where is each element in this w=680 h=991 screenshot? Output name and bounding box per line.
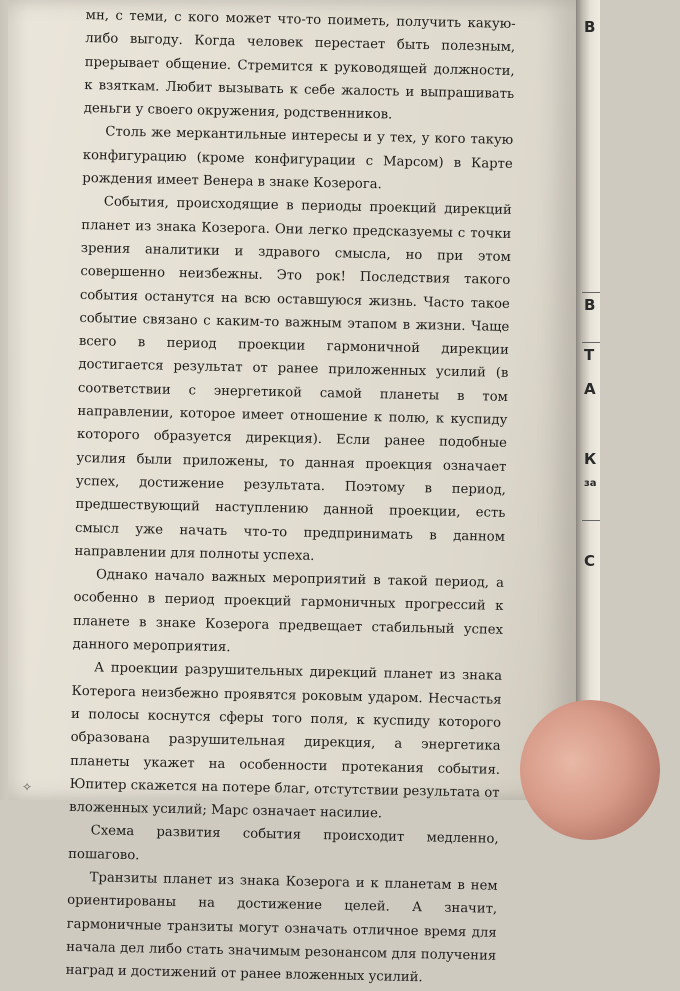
next-page-fragment: А: [584, 380, 596, 398]
paragraph: Однако начало важных мероприятий в такой период, а особенно в период проекций гармоничных прогрессий к планете в знаке Козерога предвещает стабильный успех данного мероприятия.: [72, 567, 505, 656]
page-body-text: [66, 4, 516, 991]
next-page-edge: [576, 0, 600, 800]
next-page-rule: [582, 520, 600, 521]
paragraph: Столь же меркантильные интересы и у тех, у кого такую конфигурацию (кроме конфигурации с Марсом) в Карте рождения имеет Венера в знаке Козерога.: [82, 124, 514, 193]
paragraph: мн, с теми, с кого может что-то поиметь, получить какую-либо выгоду. Когда человек перестает быть полезным, прерывает общение. Стремится к руководящей должности, к взяткам. Любит вызывать к себе жалость и выпрашивать деньги у своего окружения, родственников.: [83, 7, 516, 123]
paragraph: События, происходящие в периоды проекций дирекций планет из знака Козерога. Они легко предсказуемы с точки зрения аналитики и здравого смысла, но при этом совершенно неизбежны. Это рок! Последствия такого события останутся на всю оставшуюся жизнь. Часто такое событие связано с каким-то важным этапом в жизни. Чаще всего в период проекции гармоничной дирекции достигается результат от ранее приложенных усилий (в соответствии с энергетикой самой планеты в том направлении, которое имеет отношение к полю, к куспиду которого образуется дирекция). Если ранее подобные усилия были приложены, то данная проекция означает успех, достижение результата. Поэтому в период, предшествующий наступлению данной проекции, есть смысл уже начать что-то предпринимать в данном направлении для полноты успеха.: [74, 194, 512, 564]
next-page-rule: [582, 342, 600, 343]
next-page-fragment: К: [584, 450, 597, 468]
paragraph: Схема развития события происходит медленно, пошагово.: [68, 823, 499, 863]
next-page-fragment: В: [584, 18, 596, 36]
paragraph: А проекции разрушительных дирекций планет из знака Котерога неизбежно проявятся роковым ударом. Несчастья и полосы коснутся сферы того поля, к куспиду которого образована разрушительная дирекция, а энергетика планеты укажет на особенности протекания события. Юпитер скажется на потере благ, отстутствии результата от вложенных усилий; Марс означает насилие.: [69, 660, 503, 822]
paragraph: Транзиты планет из знака Козерога и к планетам в нем ориентированы на достижение целей. А значит, гармоничные транзиты могут означать отличное время для начала дел либо стать значимым резонансом для получения наград и достижений от ранее вложенных усилий.: [65, 870, 498, 986]
next-page-fragment: Т: [584, 346, 595, 364]
page-corner-ornament-icon: ✧: [22, 780, 33, 794]
next-page-fragment: В: [584, 296, 596, 314]
next-page-fragment: С: [584, 552, 596, 570]
next-page-rule: [582, 292, 600, 293]
next-page-fragment: за: [584, 478, 597, 489]
